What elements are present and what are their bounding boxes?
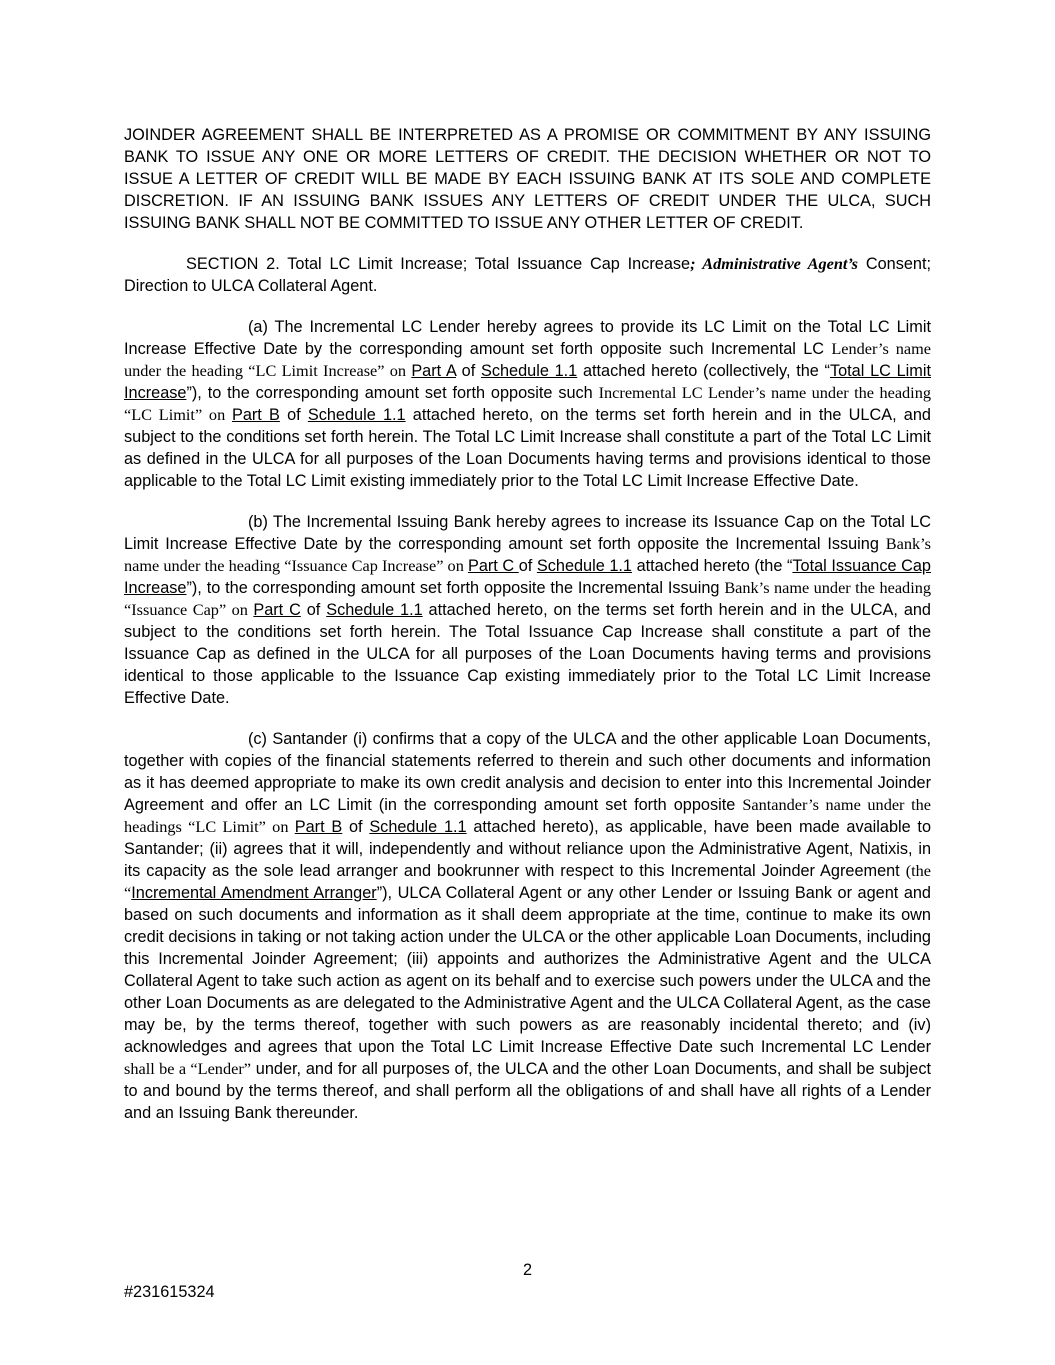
document-id: #231615324 — [124, 1283, 215, 1301]
part-c-link[interactable]: Part C — [467, 557, 519, 575]
caps-paragraph — [124, 124, 931, 234]
paragraph-b-text-5: ”), to the corresponding amount set forth opposite the Incremental Issuing — [186, 579, 725, 597]
schedule-1-1-link[interactable]: Schedule 1.1 — [536, 557, 632, 575]
paragraph-a-text-2: Lender’s name under the heading “LC Limit Increase” on — [124, 339, 931, 380]
paragraph-a-text-8: attached hereto, on the terms set forth herein and in the ULCA, and subject to the conditions set forth herein. The Total LC Limit Increase shall constitute a part of the Total LC Limit as defined in the ULCA for all purposes of the Loan Documents having terms and provisions identical to those applicable to the Total LC Limit existing immediately prior to the Total LC Limit Increase Effective Date. — [124, 406, 931, 490]
paragraph-c-text-4: attached hereto), as applicable, have been made available to Santander; (ii) agrees that it will, independently and without reliance upon the Administrative Agent, Natixis, in its capacity as the sole lead arranger and bookrunner with respect to this Incremental Joinder Agreement — [124, 818, 931, 880]
section-2-heading-emphasis: ; Administrative Agent’s — [690, 254, 859, 273]
section-2-heading-text: SECTION 2. Total LC Limit Increase; Total Issuance Cap Increase — [186, 255, 691, 273]
schedule-1-1-link[interactable]: Schedule 1.1 — [326, 601, 423, 619]
part-b-link[interactable]: Part B — [294, 818, 343, 836]
paragraph-c-text-3: of — [342, 818, 370, 836]
paragraph-a-text-3: of — [455, 362, 481, 380]
paragraph-b-text-6: Bank’s name under the heading “Issuance Cap” on — [124, 578, 931, 619]
paragraph-c-text-1: (c) Santander (i) confirms that a copy of the ULCA and the other applicable Loan Documents, together with copies of the financial statements referred to therein and such other documents and information as it has deemed appropriate to make its own credit analysis and decision to enter into this Incremental Joinder Agreement and offer an LC Limit (in the corresponding amount set forth opposite — [124, 730, 931, 814]
document-page — [124, 124, 931, 1124]
paragraph-b-text-3: of — [518, 557, 537, 575]
incremental-amendment-arranger-term: Incremental Amendment Arranger — [131, 884, 377, 902]
paragraph-c — [124, 728, 931, 1124]
section-2-heading-tail: Consent; Direction to ULCA Collateral Agent. — [124, 255, 931, 295]
paragraph-b-text-4: attached hereto (the “ — [632, 557, 793, 575]
paragraph-b-text-7: of — [300, 601, 327, 619]
paragraph-c-text-7: shall be a “Lender” — [124, 1059, 251, 1078]
paragraph-a-text-6: Incremental LC Lender’s name under the heading “LC Limit” on — [124, 383, 931, 424]
page-number: 2 — [522, 1261, 533, 1279]
section-2-heading — [124, 253, 931, 297]
paragraph-b — [124, 511, 931, 709]
paragraph-a-text-7: of — [279, 406, 308, 424]
paragraph-b-text-1: (b) The Incremental Issuing Bank hereby agrees to increase its Issuance Cap on the Total LC Limit Increase Effective Date by the corresponding amount set forth opposite the Incremental Issuing — [124, 513, 931, 553]
paragraph-c-text-8: under, and for all purposes of, the ULCA and the other Loan Documents, and shall be subject to and bound by the terms thereof, and shall perform all the obligations of and shall have all rights of a Lender and an Issuing Bank thereunder. — [124, 1060, 932, 1122]
paragraph-a-text-5: ”), to the corresponding amount set forth opposite such — [186, 384, 599, 402]
schedule-1-1-link[interactable]: Schedule 1.1 — [307, 406, 406, 424]
part-a-link[interactable]: Part A — [411, 362, 456, 380]
paragraph-a-text-4: attached hereto (collectively, the “ — [577, 362, 830, 380]
schedule-1-1-link[interactable]: Schedule 1.1 — [369, 818, 467, 836]
paragraph-c-text-6: ”), ULCA Collateral Agent or any other Lender or Issuing Bank or agent and based on such documents and information as it shall deem appropriate at the time, continue to make its own credit decisions in taking or not taking action under the ULCA or the other applicable Loan Documents, including this Incremental Joinder Agreement; (iii) appoints and authorizes the Administrative Agent and the ULCA Collateral Agent to take such action as agent on its behalf and to exercise such powers under the ULCA and the other Loan Documents as are delegated to the Administrative Agent and the ULCA Collateral Agent, as the case may be, by the terms thereof, together with such powers as are reasonably incidental thereto; and (iv) acknowledges and agrees that upon the Total LC Limit Increase Effective Date such Incremental LC Lender — [124, 884, 931, 1056]
caps-paragraph-text: JOINDER AGREEMENT SHALL BE INTERPRETED AS A PROMISE OR COMMITMENT BY ANY ISSUING BANK TO ISSUE ANY ONE OR MORE LETTERS OF CREDIT. THE DECISION WHETHER OR NOT TO ISSUE A LETTER OF CREDIT WILL BE MADE BY EACH ISSUING BANK AT ITS SOLE AND COMPLETE DISCRETION. IF AN ISSUING BANK ISSUES ANY LETTERS OF CREDIT UNDER THE ULCA, SUCH ISSUING BANK SHALL NOT BE COMMITTED TO ISSUE ANY OTHER LETTER OF CREDIT. — [124, 126, 931, 232]
paragraph-c-text-5: (the “ — [124, 861, 931, 902]
paragraph-a — [124, 316, 931, 492]
schedule-1-1-link[interactable]: Schedule 1.1 — [480, 362, 578, 380]
part-b-link[interactable]: Part B — [231, 406, 280, 424]
total-lc-limit-increase-term: Total LC Limit Increase — [124, 362, 931, 402]
part-c-link[interactable]: Part C — [253, 601, 301, 619]
total-issuance-cap-increase-term: Total Issuance Cap Increase — [124, 557, 931, 597]
paragraph-c-text-2: Santander’s name under the headings “LC Limit” on — [124, 795, 931, 836]
paragraph-a-text-1: (a) The Incremental LC Lender hereby agrees to provide its LC Limit on the Total LC Limit Increase Effective Date by the corresponding amount set forth opposite such Incremental LC — [124, 318, 931, 358]
paragraph-b-text-8: attached hereto, on the terms set forth herein and in the ULCA, and subject to the conditions set forth herein. The Total Issuance Cap Increase shall constitute a part of the Issuance Cap as defined in the ULCA for all purposes of the Loan Documents having terms and provisions identical to those applicable to the Issuance Cap existing immediately prior to the Total LC Limit Increase Effective Date. — [124, 601, 931, 707]
paragraph-b-text-2: Bank’s name under the heading “Issuance Cap Increase” on — [124, 534, 931, 575]
